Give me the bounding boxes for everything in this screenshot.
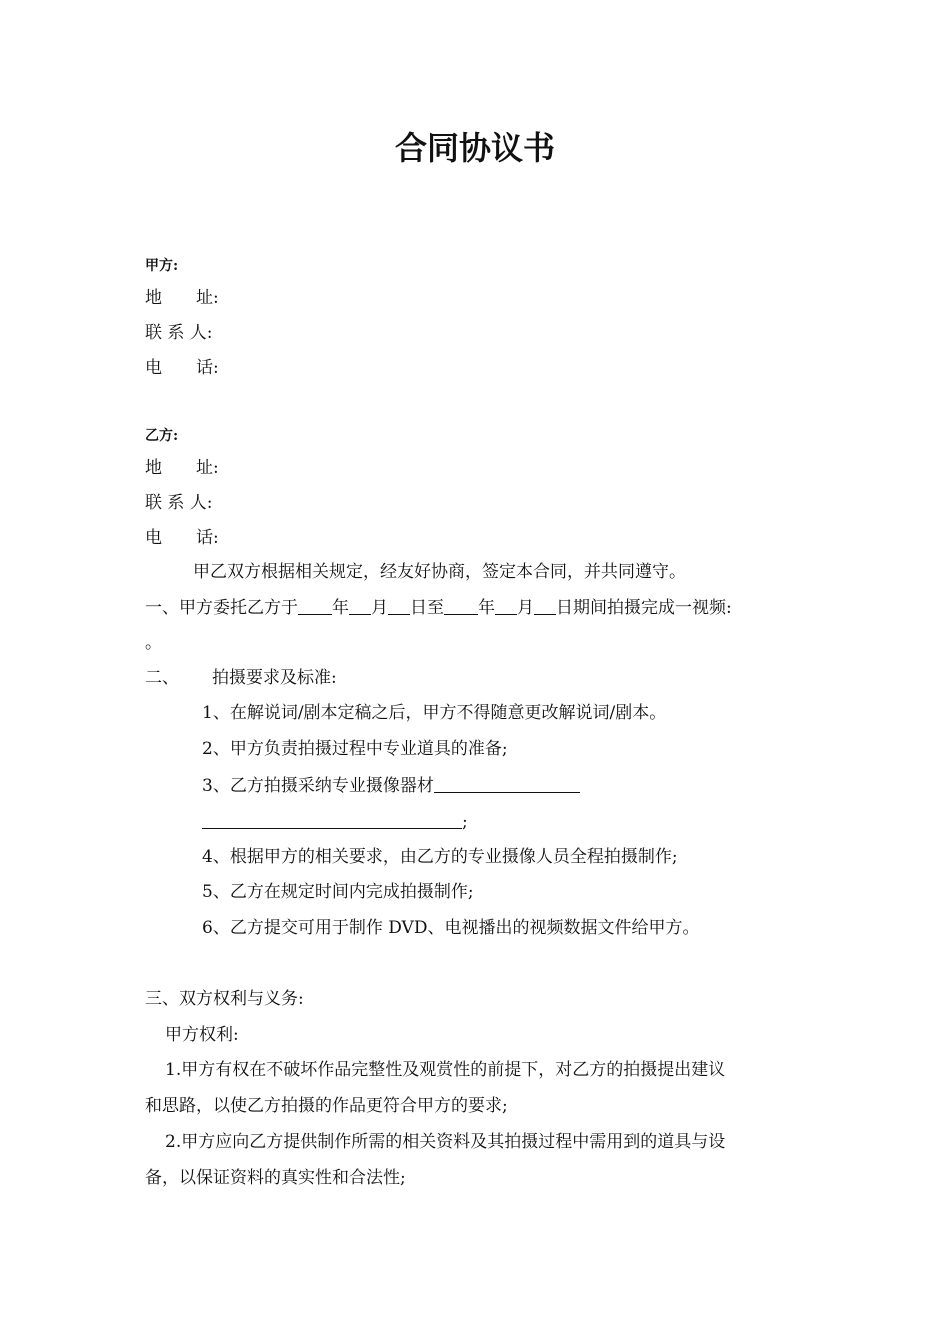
day-to-label: 日至 <box>410 598 444 618</box>
party-a-phone: 电 话: <box>145 358 219 378</box>
intro-paragraph: 甲乙双方根据相关规定，经友好协商，签定本合同，并共同遵守。 <box>193 562 686 582</box>
day-blank <box>388 596 410 615</box>
month-label-2: 月 <box>517 598 534 618</box>
section-1-text: 一、甲方委托乙方于 <box>145 598 298 618</box>
requirement-item: 5、乙方在规定时间内完成拍摄制作; <box>202 882 474 902</box>
requirement-item: 1、在解说词/剧本定稿之后，甲方不得随意更改解说词/剧本。 <box>202 703 667 723</box>
party-b-contact: 联 系 人: <box>145 493 213 513</box>
year-blank <box>298 596 332 615</box>
month-label: 月 <box>371 598 388 618</box>
section-2-heading: 拍摄要求及标准: <box>212 668 337 688</box>
year-label-2: 年 <box>478 598 495 618</box>
party-b-label: 乙方: <box>145 428 179 444</box>
day-blank-2 <box>534 596 556 615</box>
party-a-contact: 联 系 人: <box>145 323 213 343</box>
equipment-text: 3、乙方拍摄采纳专业摄像器材 <box>202 776 434 796</box>
equipment-blank <box>434 774 580 793</box>
party-b-phone: 电 话: <box>145 528 219 548</box>
requirement-item: 6、乙方提交可用于制作 DVD、电视播出的视频数据文件给甲方。 <box>202 918 700 938</box>
section-1-line <box>145 596 732 619</box>
section-2-number: 二、 <box>145 668 179 688</box>
month-blank-2 <box>495 596 517 615</box>
document-title: 合同协议书 <box>394 129 555 167</box>
section-3-heading: 三、双方权利与义务: <box>145 989 304 1009</box>
party-a-address: 地 址: <box>145 288 219 308</box>
equipment-end: ; <box>462 812 468 832</box>
requirement-item: 2、甲方负责拍摄过程中专业道具的准备; <box>202 739 508 759</box>
rights-item-1: 1.甲方有权在不破坏作品完整性及观赏性的前提下，对乙方的拍摄提出建议 <box>165 1060 726 1080</box>
rights-item-2: 2.甲方应向乙方提供制作所需的相关资料及其拍摄过程中需用到的道具与设 <box>165 1132 726 1152</box>
party-a-label: 甲方: <box>145 258 179 274</box>
section-1-end: 。 <box>145 633 162 653</box>
month-blank <box>349 596 371 615</box>
rights-item-2-cont: 备，以保证资料的真实性和合法性; <box>145 1168 406 1188</box>
requirement-item: 4、根据甲方的相关要求，由乙方的专业摄像人员全程拍摄制作; <box>202 847 678 867</box>
requirement-item-equipment <box>202 774 580 797</box>
equipment-blank-2 <box>202 810 462 829</box>
year-label: 年 <box>332 598 349 618</box>
rights-item-1-cont: 和思路，以使乙方拍摄的作品更符合甲方的要求; <box>145 1096 508 1116</box>
section-1-tail: 日期间拍摄完成一视频: <box>556 598 732 618</box>
equipment-blank-line <box>202 810 468 833</box>
party-b-address: 地 址: <box>145 458 219 478</box>
party-a-rights-heading: 甲方权利: <box>165 1025 239 1045</box>
year-blank-2 <box>444 596 478 615</box>
